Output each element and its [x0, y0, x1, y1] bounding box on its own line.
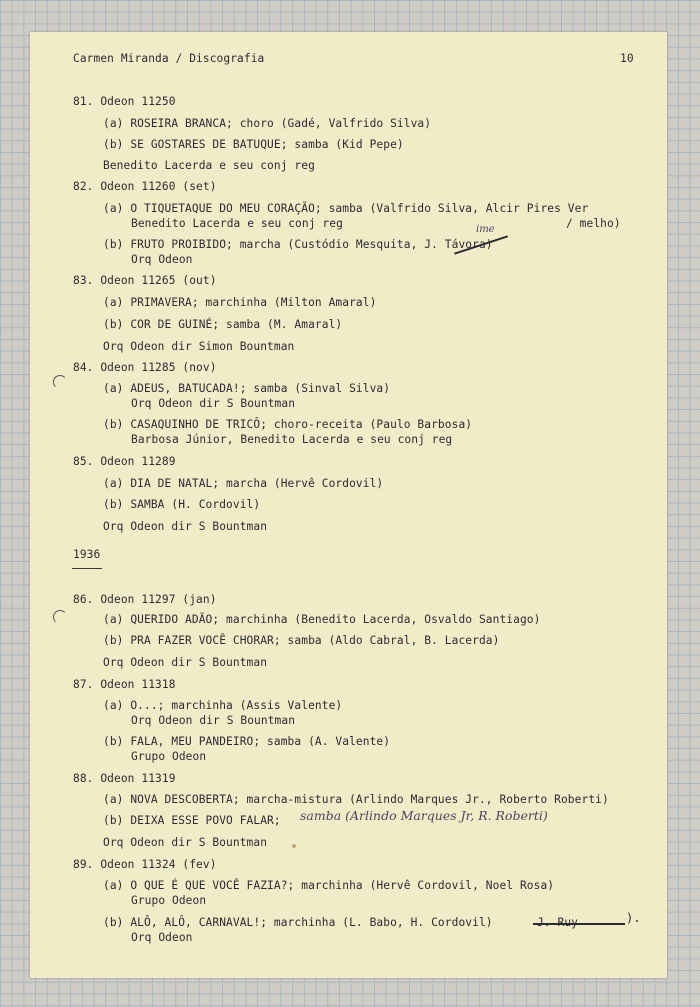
entry-line: (a) QUERIDO ADÃO; marchinha (Benedito Lacerda, Osvaldo Santiago) — [103, 613, 541, 626]
year-underline — [72, 568, 102, 569]
entry-line: Orq Odeon — [131, 253, 193, 266]
entry-heading: 86. Odeon 11297 (jan) — [73, 593, 217, 606]
entry-line: Orq Odeon dir S Bountman — [131, 397, 296, 410]
entry-line: (b) ALÔ, ALÔ, CARNAVAL!; marchinha (L. Babo, H. Cordovil) — [103, 916, 493, 929]
entry-line: Benedito Lacerda e seu conj reg — [103, 159, 315, 172]
entry-line: Grupo Odeon — [131, 894, 207, 907]
entry-line: Orq Odeon dir S Bountman — [103, 520, 268, 533]
entry-line: (b) SE GOSTARES DE BATUQUE; samba (Kid Pepe) — [103, 138, 404, 151]
punch-hole — [53, 610, 67, 624]
entry-heading: 85. Odeon 11289 — [73, 455, 176, 468]
entry-line: Orq Odeon dir S Bountman — [131, 714, 296, 727]
entry-line: (b) DEIXA ESSE POVO FALAR; — [103, 814, 281, 827]
entry-line: (b) SAMBA (H. Cordovil) — [103, 498, 261, 511]
entry-heading: 87. Odeon 11318 — [73, 678, 176, 691]
entry-line: (b) FRUTO PROIBIDO; marcha (Custódio Mesquita, J. Távora) — [103, 238, 493, 251]
handwritten-note: ime — [476, 224, 495, 235]
entry-line: (a) DIA DE NATAL; marcha (Hervê Cordovil) — [103, 477, 384, 490]
entry-line: (b) COR DE GUINÉ; samba (M. Amaral) — [103, 318, 343, 331]
ink-spot — [292, 844, 296, 848]
entry-line: Orq Odeon dir S Bountman — [103, 656, 268, 669]
page-number: 10 — [620, 52, 634, 65]
entry-line: Orq Odeon dir S Bountman — [103, 836, 268, 849]
entry-heading: 82. Odeon 11260 (set) — [73, 180, 217, 193]
entry-heading: 89. Odeon 11324 (fev) — [73, 858, 217, 871]
entry-line: ). — [626, 911, 641, 925]
entry-line: Orq Odeon — [131, 931, 193, 944]
entry-line: (a) ADEUS, BATUCADA!; samba (Sinval Silva) — [103, 382, 391, 395]
handwritten-note: samba (Arlindo Marques Jr, R. Roberti) — [300, 808, 548, 823]
page-header-title: Carmen Miranda / Discografia — [73, 52, 265, 65]
entry-heading: 88. Odeon 11319 — [73, 772, 176, 785]
entry-line: (b) PRA FAZER VOCÊ CHORAR; samba (Aldo Cabral, B. Lacerda) — [103, 634, 500, 647]
entry-heading: 83. Odeon 11265 (out) — [73, 274, 217, 287]
entry-heading: 81. Odeon 11250 — [73, 95, 176, 108]
entry-line: (a) O TIQUETAQUE DO MEU CORAÇÃO; samba (Valfrido Silva, Alcir Pires Ver — [103, 202, 589, 215]
entry-line: (a) PRIMAVERA; marchinha (Milton Amaral) — [103, 296, 377, 309]
entry-line: (a) ROSEIRA BRANCA; choro (Gadé, Valfrido Silva) — [103, 117, 432, 130]
entry-line: (b) CASAQUINHO DE TRICÔ; choro-receita (Paulo Barbosa) — [103, 418, 473, 431]
entry-line: (b) FALA, MEU PANDEIRO; samba (A. Valente) — [103, 735, 391, 748]
entry-heading: 84. Odeon 11285 (nov) — [73, 361, 217, 374]
entry-line: Barbosa Júnior, Benedito Lacerda e seu conj reg — [131, 433, 453, 446]
punch-hole — [53, 375, 67, 389]
entry-line: / melho) — [566, 217, 621, 230]
entry-line: (a) O QUE É QUE VOCÊ FAZIA?; marchinha (Hervê Cordovil, Noel Rosa) — [103, 879, 555, 892]
entry-line: Benedito Lacerda e seu conj reg — [131, 217, 343, 230]
entry-line: (a) NOVA DESCOBERTA; marcha-mistura (Arlindo Marques Jr., Roberto Roberti) — [103, 793, 609, 806]
entry-line: Orq Odeon dir Simon Bountman — [103, 340, 295, 353]
year-heading: 1936 — [73, 548, 101, 561]
typed-page — [30, 32, 667, 978]
entry-line: (a) O...; marchinha (Assis Valente) — [103, 699, 343, 712]
entry-line: Grupo Odeon — [131, 750, 207, 763]
strike-mark — [533, 923, 625, 925]
